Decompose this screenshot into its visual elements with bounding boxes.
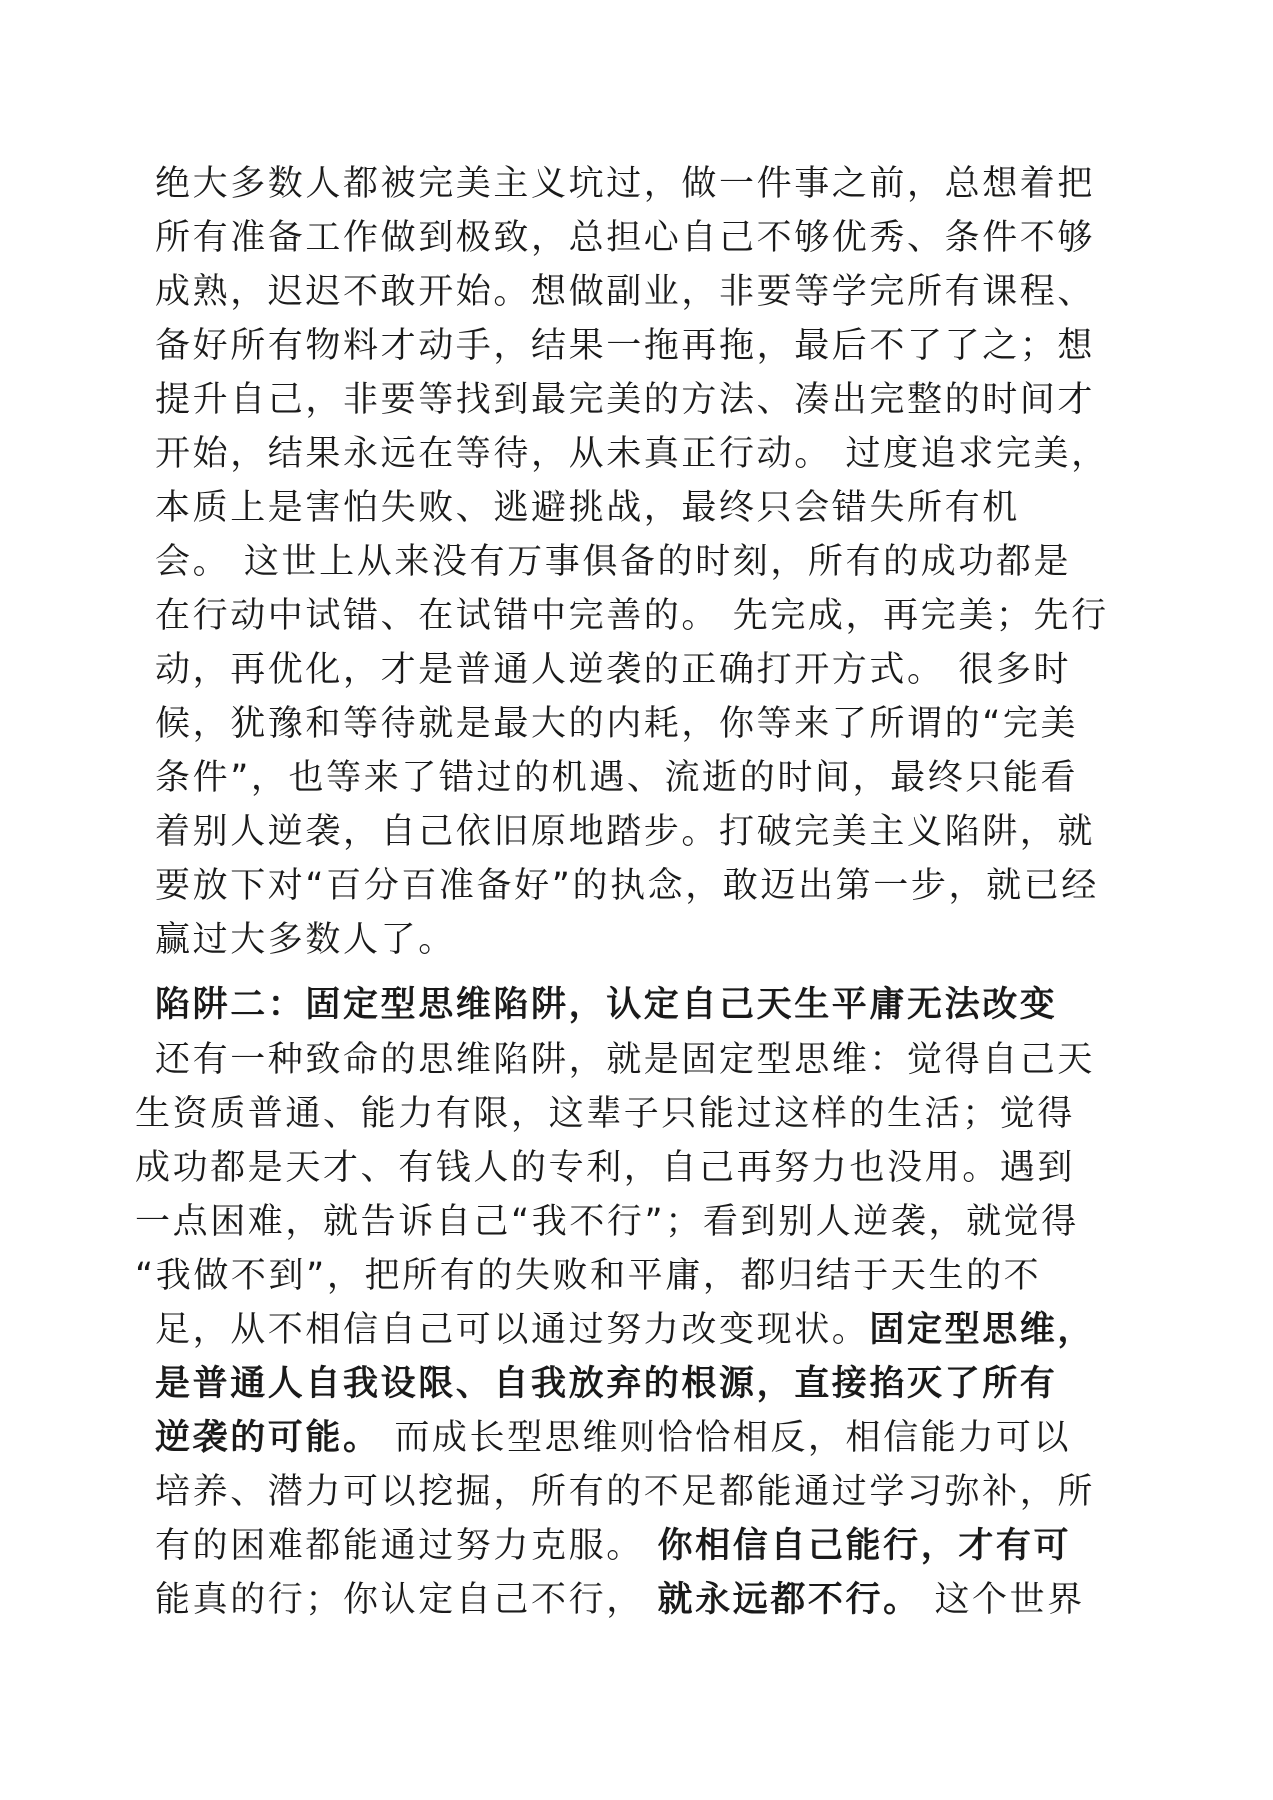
paragraph-2-line-6-text: 足，从不相信自己可以通过努力改变现状。 — [155, 1310, 870, 1350]
paragraph-2-line-9: 培养、潜力可以挖掘，所有的不足都能通过学习弥补，所 — [155, 1472, 1096, 1512]
paragraph-2-line-10 — [155, 1519, 1135, 1573]
paragraph-1-line-9: 在行动中试错、在试错中完善的。 先完成，再完美；先行 — [155, 596, 1109, 636]
paragraph-1-line-4: 备好所有物料才动手，结果一拖再拖，最后不了了之；想 — [155, 326, 1096, 366]
paragraph-2-line-7: 是普通人自我设限、自我放弃的根源，直接掐灭了所有 — [155, 1364, 1058, 1404]
paragraph-1-line-12: 条件”，也等来了错过的机遇、流逝的时间，最终只能看 — [155, 758, 1079, 798]
paragraph-2-line-2: 生资质普通、能力有限，这辈子只能过这样的生活；觉得 — [135, 1094, 1076, 1134]
paragraph-1-line-1: 绝大多数人都被完美主义坑过，做一件事之前，总想着把 — [155, 164, 1096, 204]
paragraph-2-line-5: “我做不到”，把所有的失败和平庸，都归结于天生的不 — [135, 1256, 1042, 1296]
paragraph-2-line-3: 成功都是天才、有钱人的专利，自己再努力也没用。遇到 — [135, 1148, 1076, 1188]
section-heading: 陷阱二：固定型思维陷阱，认定自己天生平庸无法改变 — [155, 985, 1058, 1025]
paragraph-1-line-5: 提升自己，非要等找到最完美的方法、凑出完整的时间才 — [155, 380, 1096, 420]
paragraph-1-line-15: 赢过大多数人了。 — [155, 920, 456, 960]
paragraph-2-line-11-tail: 这个世界 — [920, 1580, 1085, 1620]
paragraph-1-line-11: 候，犹豫和等待就是最大的内耗，你等来了所谓的“完美 — [155, 704, 1079, 744]
paragraph-2-line-11-text: 能真的行；你认定自己不行， — [155, 1580, 658, 1620]
paragraph-2-line-8-text: 而成长型思维则恰恰相反，相信能力可以 — [380, 1418, 1072, 1458]
paragraph-2-line-10-bold: 你相信自己能行，才有可 — [657, 1526, 1072, 1566]
paragraph-2-line-10-text: 有的困难都能通过努力克服。 — [155, 1526, 658, 1566]
paragraph-2-line-11 — [155, 1573, 1135, 1627]
paragraph-1-line-3: 成熟，迟迟不敢开始。想做副业，非要等学完所有课程、 — [155, 272, 1096, 312]
paragraph-2-line-6 — [155, 1303, 1135, 1357]
paragraph-2-line-4: 一点困难，就告诉自己“我不行”；看到别人逆袭，就觉得 — [135, 1202, 1079, 1242]
paragraph-1-line-8: 会。 这世上从来没有万事俱备的时刻，所有的成功都是 — [155, 542, 1072, 582]
paragraph-2-line-6-bold: 固定型思维， — [869, 1310, 1096, 1350]
paragraph-2-line-11-bold: 就永远都不行。 — [657, 1580, 921, 1620]
paragraph-2-line-8 — [155, 1411, 1135, 1465]
paragraph-1-line-2: 所有准备工作做到极致，总担心自己不够优秀、条件不够 — [155, 218, 1096, 258]
paragraph-1-line-6: 开始，结果永远在等待，从未真正行动。 过度追求完美， — [155, 434, 1109, 474]
paragraph-2-line-8-bold: 逆袭的可能。 — [155, 1418, 381, 1458]
paragraph-1-line-7: 本质上是害怕失败、逃避挑战，最终只会错失所有机 — [155, 488, 1020, 528]
paragraph-1-line-13: 着别人逆袭，自己依旧原地踏步。打破完美主义陷阱，就 — [155, 812, 1096, 852]
paragraph-1-line-10: 动，再优化，才是普通人逆袭的正确打开方式。 很多时 — [155, 650, 1072, 690]
paragraph-1-line-14: 要放下对“百分百准备好”的执念，敢迈出第一步，就已经 — [155, 866, 1099, 906]
paragraph-2-line-1: 还有一种致命的思维陷阱，就是固定型思维：觉得自己天 — [155, 1040, 1096, 1080]
